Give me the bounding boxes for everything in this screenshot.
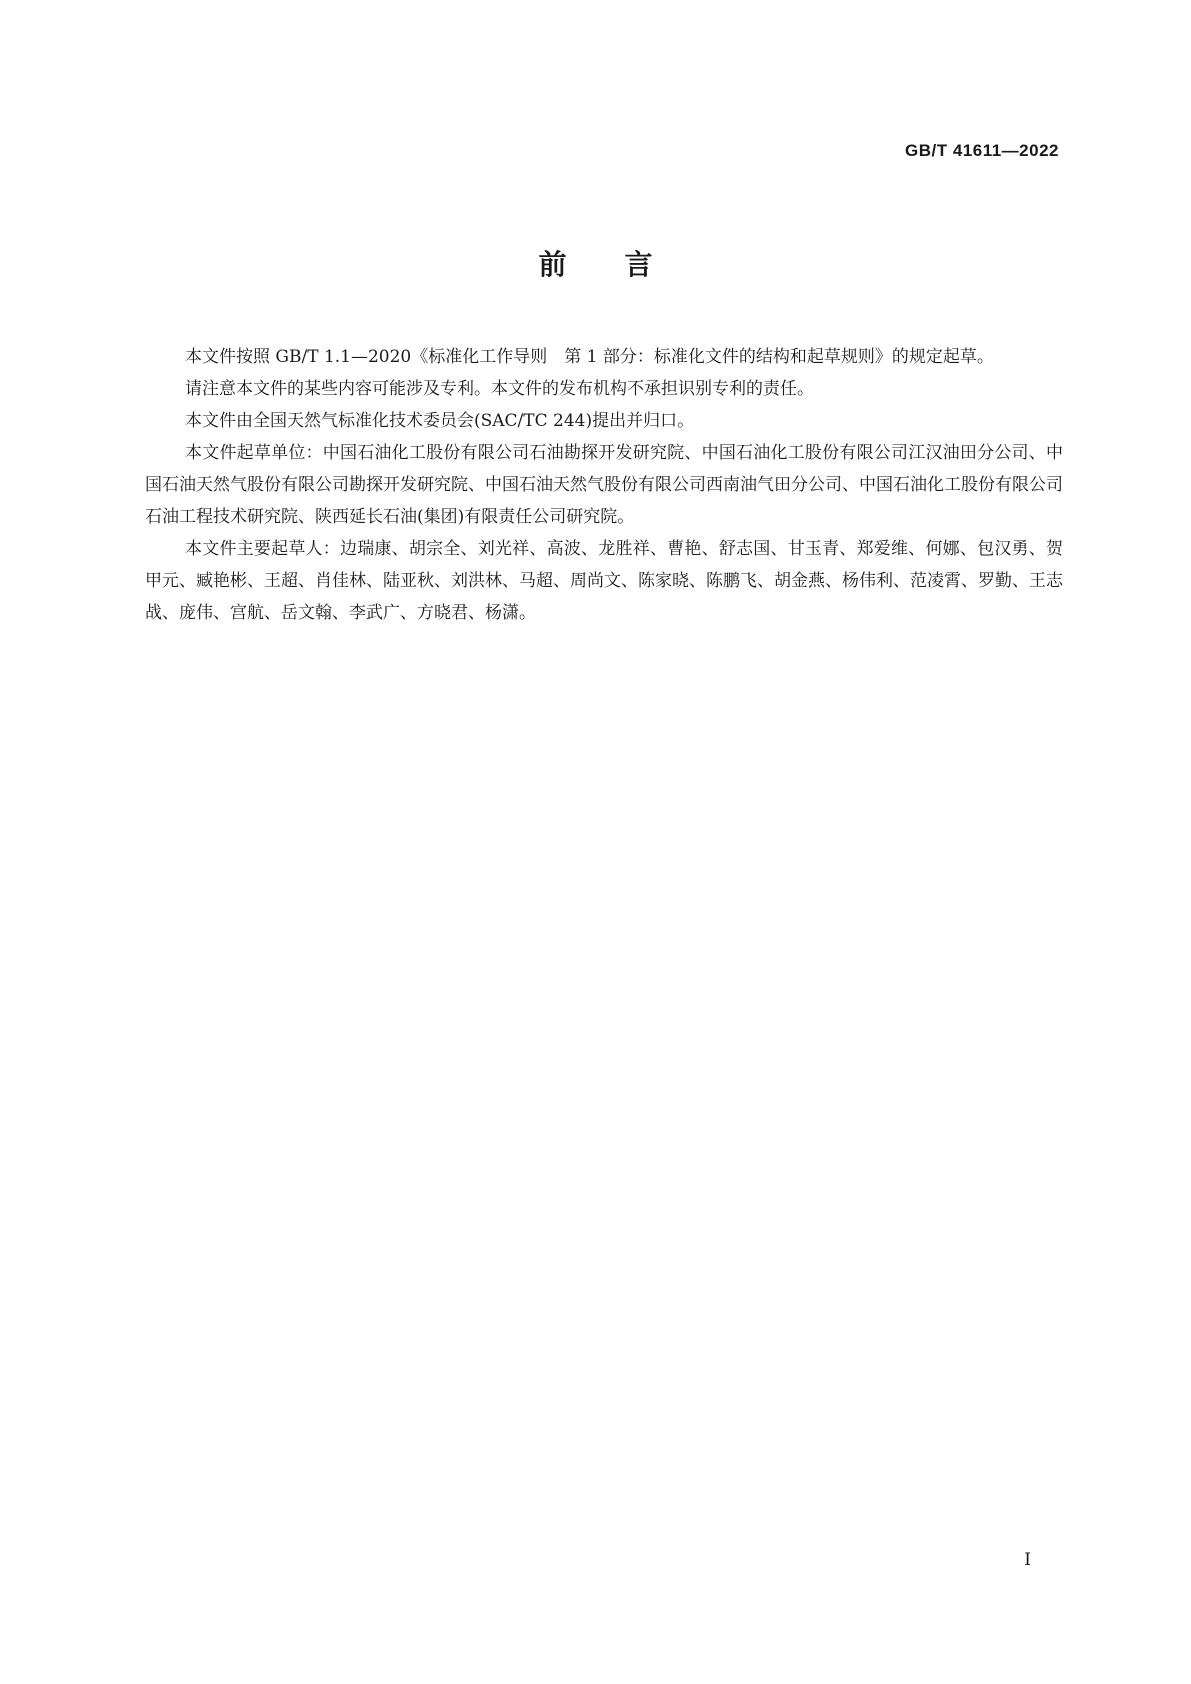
paragraph-patent-notice: 请注意本文件的某些内容可能涉及专利。本文件的发布机构不承担识别专利的责任。 bbox=[185, 379, 814, 399]
paragraph-drafters: 本文件主要起草人：边瑞康、胡宗全、刘光祥、高波、龙胜祥、曹艳、舒志国、甘玉青、郑爱维、何娜、包汉勇、贺甲元、臧艳彬、王超、肖佳林、陆亚秋、刘洪林、马超、周尚文、陈家晓、陈鹏飞、胡金燕、杨伟利、范凌霄、罗勤、王志战、庞伟、宫航、岳文翰、李武广、方晓君、杨潇。 bbox=[145, 539, 1063, 623]
page-title: 前言 bbox=[538, 248, 711, 281]
paragraph-drafting-rules: 本文件按照 GB/T 1.1—2020《标准化工作导则 第 1 部分：标准化文件的结构和起草规则》的规定起草。 bbox=[185, 347, 994, 367]
paragraph-committee: 本文件由全国天然气标准化技术委员会(SAC/TC 244)提出并归口。 bbox=[185, 411, 695, 431]
paragraph-drafting-units: 本文件起草单位：中国石油化工股份有限公司石油勘探开发研究院、中国石油化工股份有限公司江汉油田分公司、中国石油天然气股份有限公司勘探开发研究院、中国石油天然气股份有限公司西南油气田分公司、中国石油化工股份有限公司石油工程技术研究院、陕西延长石油(集团)有限责任公司研究院。 bbox=[145, 443, 1063, 527]
page-number: I bbox=[1024, 1550, 1031, 1570]
standard-code: GB/T 41611—2022 bbox=[905, 141, 1059, 160]
foreword-body bbox=[145, 341, 1063, 629]
